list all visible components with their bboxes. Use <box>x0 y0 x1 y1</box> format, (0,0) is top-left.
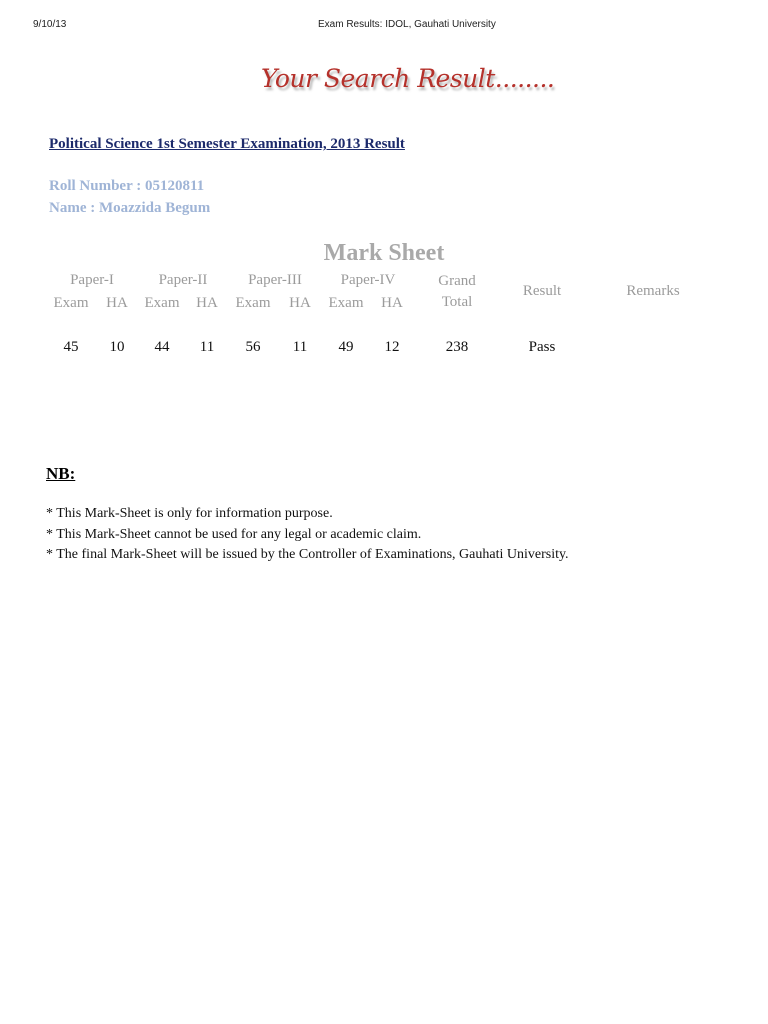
print-header <box>0 19 768 33</box>
score-paper-3-ha: 11 <box>292 339 308 355</box>
subheader-paper-1-exam: Exam <box>53 295 89 311</box>
print-date: 9/10/13 <box>33 19 67 30</box>
mark-sheet-title: Mark Sheet <box>323 240 445 266</box>
result-value: Pass <box>528 339 556 355</box>
header-paper-4: Paper-IV <box>340 272 396 288</box>
print-page-title: Exam Results: IDOL, Gauhati University <box>318 19 496 30</box>
header-grand-total-line1: Grand <box>438 273 476 289</box>
grand-total-value: 238 <box>445 339 469 355</box>
score-paper-1-exam: 45 <box>63 339 79 355</box>
header-paper-2: Paper-II <box>158 272 208 288</box>
subheader-paper-4-ha: HA <box>381 295 403 311</box>
roll-number: Roll Number : 05120811 <box>49 178 205 194</box>
header-paper-1: Paper-I <box>70 272 114 288</box>
header-grand-total-line2: Total <box>441 294 473 310</box>
score-paper-1-ha: 10 <box>109 339 125 355</box>
note-item: * The final Mark-Sheet will be issued by the Controller of Examinations, Gauhati University. <box>46 547 569 562</box>
nb-heading: NB: <box>46 464 76 483</box>
subheader-paper-3-ha: HA <box>289 295 311 311</box>
subheader-paper-1-ha: HA <box>106 295 128 311</box>
score-paper-2-ha: 11 <box>199 339 215 355</box>
score-paper-3-exam: 56 <box>245 339 261 355</box>
subheader-paper-2-ha: HA <box>196 295 218 311</box>
subheader-paper-3-exam: Exam <box>235 295 271 311</box>
subheader-paper-2-exam: Exam <box>144 295 180 311</box>
search-result-banner <box>255 60 555 106</box>
header-result: Result <box>522 283 562 299</box>
student-name: Name : Moazzida Begum <box>49 200 211 216</box>
banner-text: Your Search Result........ <box>261 64 555 93</box>
subheader-paper-4-exam: Exam <box>328 295 364 311</box>
header-remarks: Remarks <box>626 283 680 299</box>
note-item: * This Mark-Sheet cannot be used for any legal or academic claim. <box>46 527 422 542</box>
note-item: * This Mark-Sheet is only for information purpose. <box>46 506 333 521</box>
header-paper-3: Paper-III <box>248 272 302 288</box>
score-paper-2-exam: 44 <box>154 339 170 355</box>
score-paper-4-ha: 12 <box>384 339 400 355</box>
exam-title: Political Science 1st Semester Examination, 2013 Result <box>49 136 405 152</box>
score-paper-4-exam: 49 <box>338 339 354 355</box>
